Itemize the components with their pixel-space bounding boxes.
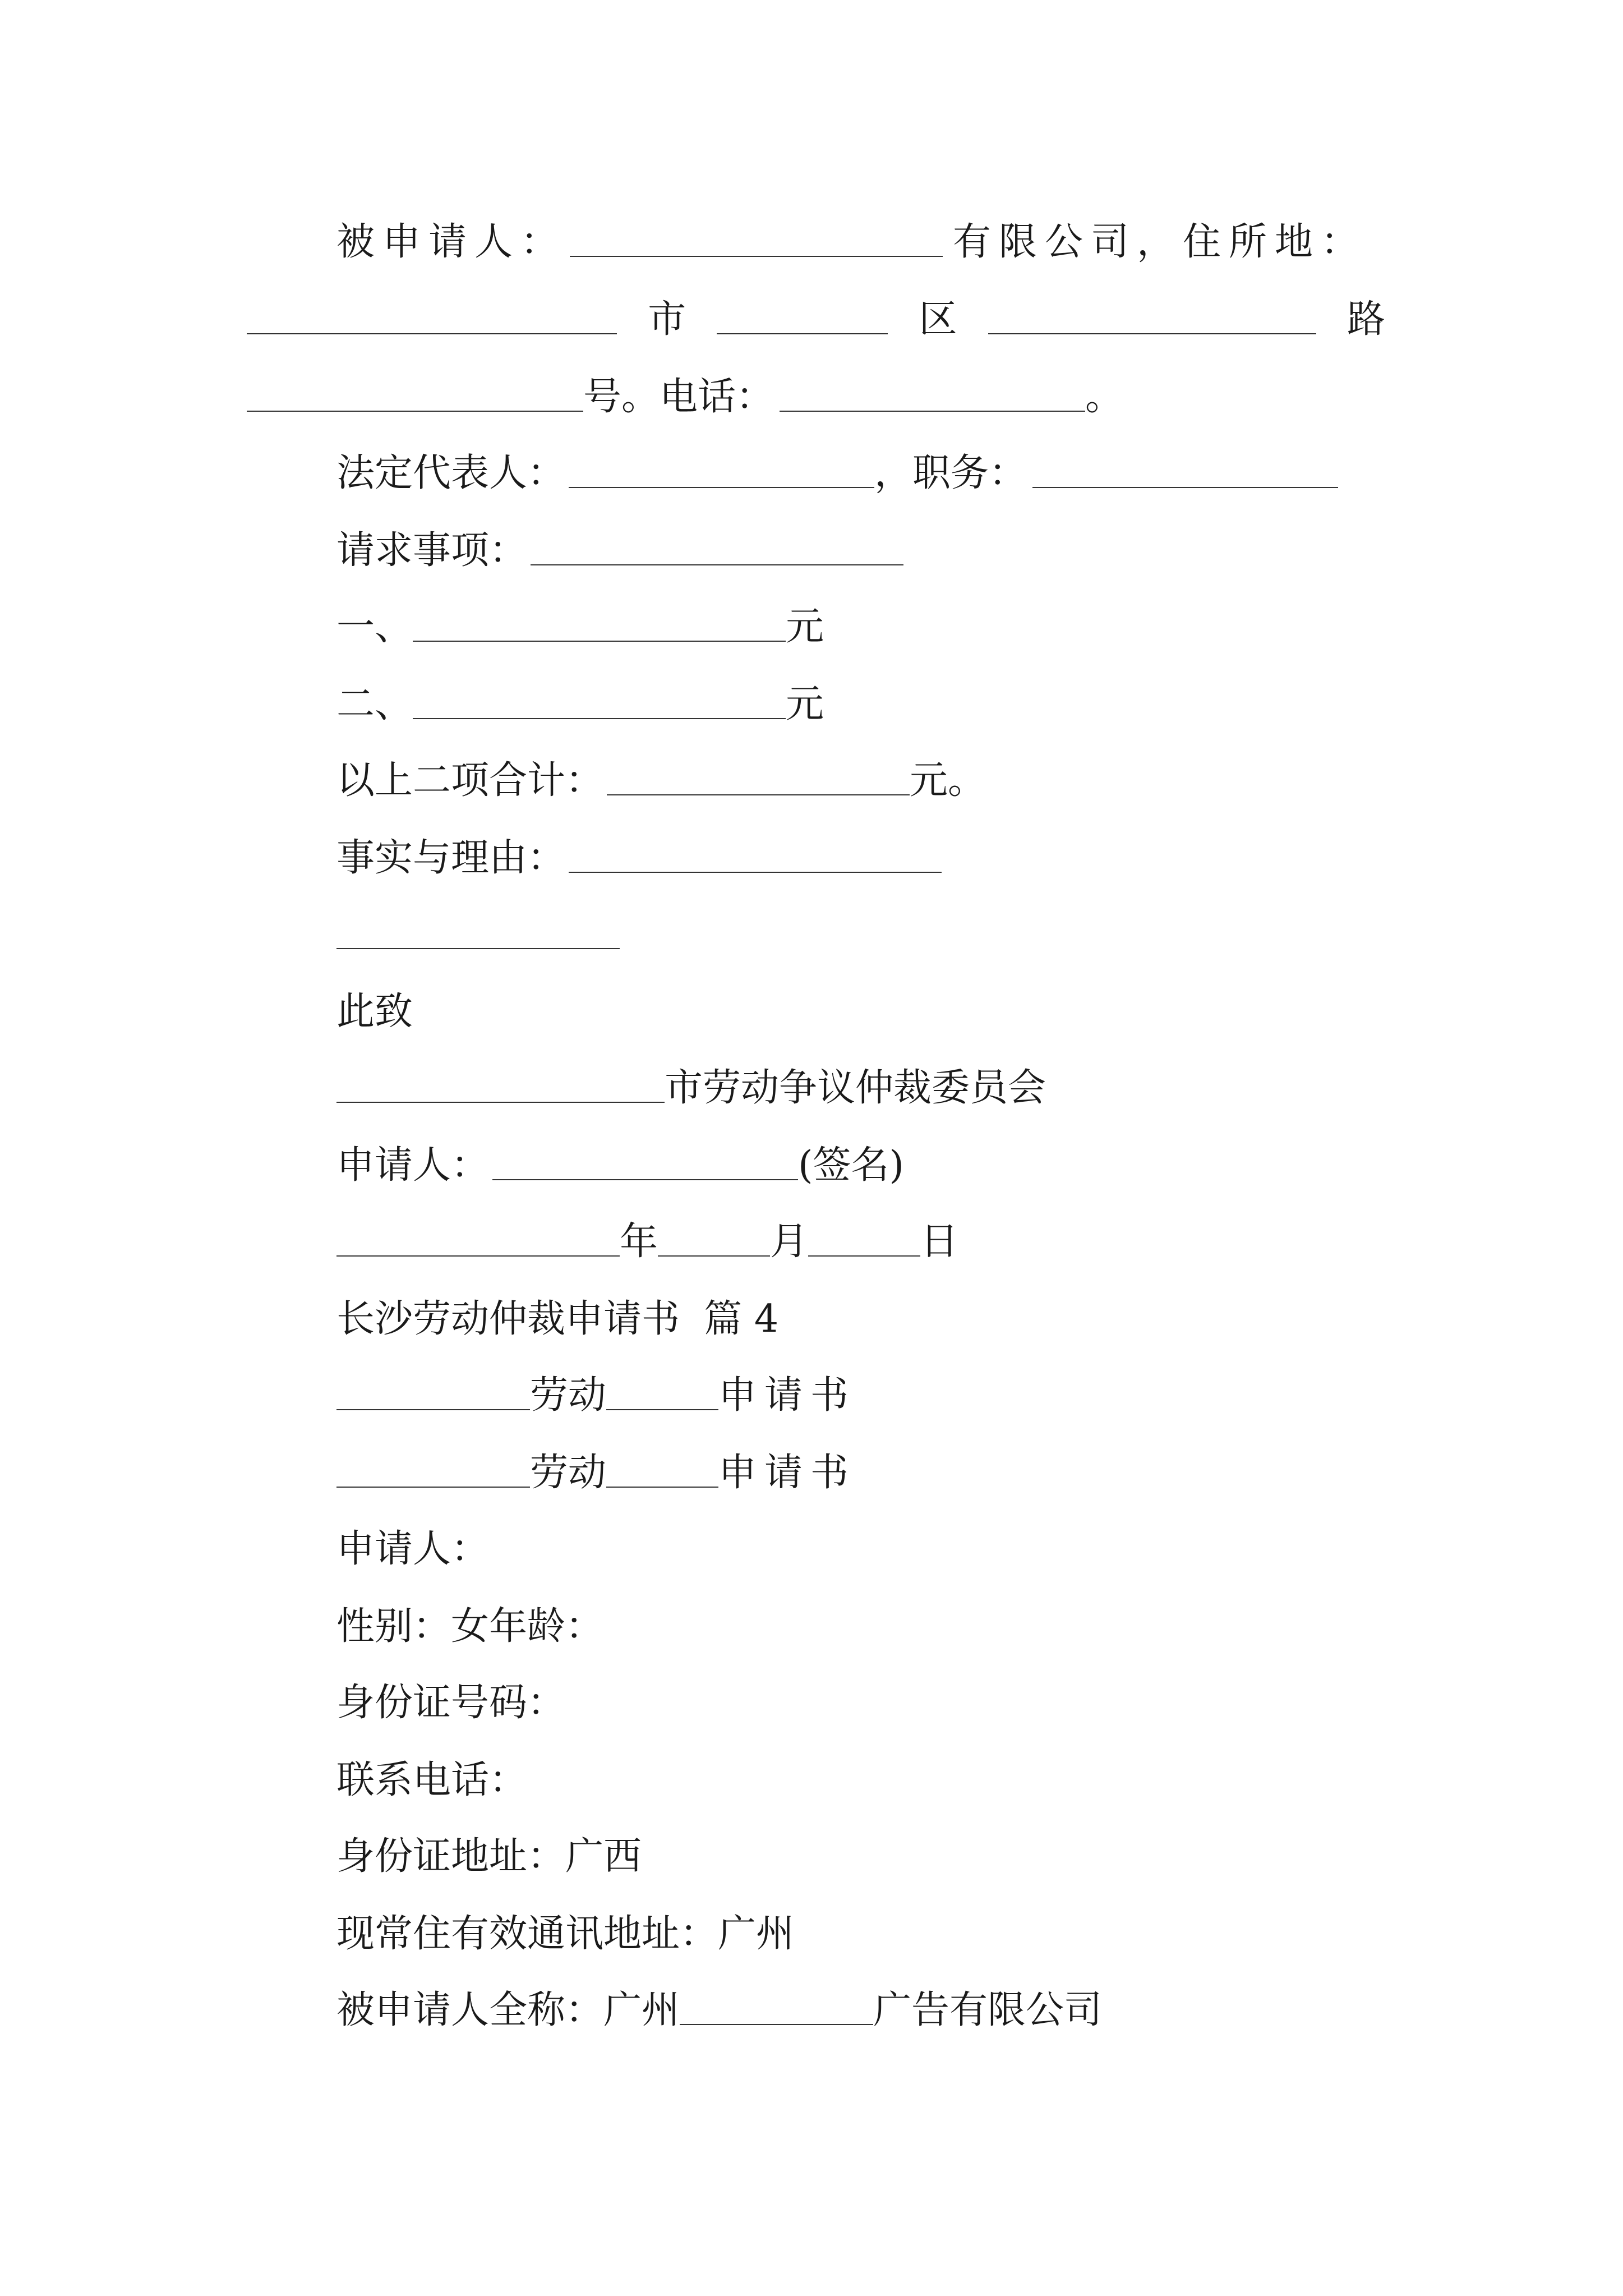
applicant-field-label: 申请人： [336,1527,490,1571]
title-1-labor: 劳动 [530,1373,607,1418]
claim-item-1-unit: 元 [786,605,824,649]
house-number-blank [247,411,583,412]
respondent-fullname-blank [680,2024,873,2025]
province-blank [247,333,617,334]
current-address-field [336,1901,794,1968]
claims-blank [531,564,903,565]
applicant-blank [492,1179,798,1180]
title-line-2 [336,1439,856,1507]
address-line [247,286,1385,353]
committee-city-blank [336,1102,665,1103]
position-blank [1032,487,1338,488]
total-line [336,747,986,815]
road-label: 路 [1347,297,1385,342]
title-1-blank-a [336,1409,530,1410]
title-line-1 [336,1362,856,1429]
title-2-blank-a [336,1487,530,1488]
total-blank [607,794,910,795]
gender-age-label: 性别：女年龄： [336,1604,604,1649]
applicant-field [336,1516,489,1583]
claim-item-2 [336,671,824,738]
id-address-field [336,1823,642,1890]
city-blank [717,333,888,334]
claim-item-2-unit: 元 [786,682,824,726]
number-phone-label: 号。电话： [583,375,774,419]
respondent-label: 被申请人： [336,220,567,264]
salutation-line [336,978,413,1046]
title-1-application: 申请书 [718,1373,857,1418]
company-suffix: 有限公司，住所地： [953,220,1367,264]
facts-continuation [336,901,620,968]
phone-blank [780,411,1085,412]
period: 。 [1085,375,1124,419]
id-address-label: 身份证地址：广西 [336,1834,642,1879]
respondent-fullname-prefix: 被申请人全称：广州 [336,1988,680,2032]
facts-blank [569,872,942,873]
facts-continuation-blank [336,948,620,949]
section-heading-text: 长沙劳动仲裁申请书 篇 4 [336,1297,779,1341]
district-blank [988,333,1316,334]
gender-age-field [336,1593,603,1660]
title-2-labor: 劳动 [530,1451,607,1495]
company-name-blank [570,256,943,257]
claim-item-2-prefix: 二、 [336,682,413,726]
total-label: 以上二项合计： [336,758,604,803]
legal-rep-line [336,440,1338,507]
title-2-application: 申请书 [718,1451,857,1495]
respondent-fullname-field [336,1977,1102,2044]
number-phone-line [247,364,1123,431]
claim-item-1 [336,593,824,661]
committee-name: 市劳动争议仲裁委员会 [665,1066,1046,1110]
signature-note: (签名) [798,1143,905,1188]
claim-item-2-blank [413,718,786,719]
facts-line [336,825,942,892]
respondent-line [336,209,1367,276]
legal-rep-label: 法定代表人： [336,451,566,495]
applicant-label: 申请人： [336,1143,490,1188]
phone-label: 联系电话： [336,1758,528,1802]
committee-line [336,1055,1046,1122]
current-address-label: 现常住有效通讯地址：广州 [336,1912,795,1956]
month-label: 月 [770,1220,809,1264]
phone-field [336,1747,527,1814]
facts-label: 事实与理由： [336,836,566,880]
day-label: 日 [920,1220,959,1264]
date-line [336,1208,958,1276]
total-suffix: 元。 [910,758,986,803]
month-blank [658,1255,770,1257]
claim-item-1-blank [413,641,786,642]
district-label: 区 [919,297,957,342]
legal-rep-blank [569,487,874,488]
salutation: 此致 [336,990,413,1034]
position-label: ，职务： [874,451,1027,495]
id-number-field [336,1669,565,1737]
city-label: 市 [648,297,686,342]
section-heading [336,1286,778,1353]
year-blank [336,1255,620,1257]
applicant-signature-line [336,1132,904,1199]
year-label: 年 [620,1220,658,1264]
id-number-label: 身份证号码： [336,1681,566,1725]
title-2-blank-b [606,1487,718,1488]
day-blank [808,1255,920,1257]
respondent-fullname-suffix: 广告有限公司 [873,1988,1103,2032]
title-1-blank-b [606,1409,718,1410]
claim-item-1-prefix: 一、 [336,605,413,649]
claims-label: 请求事项： [336,528,528,573]
claims-line [336,517,903,585]
